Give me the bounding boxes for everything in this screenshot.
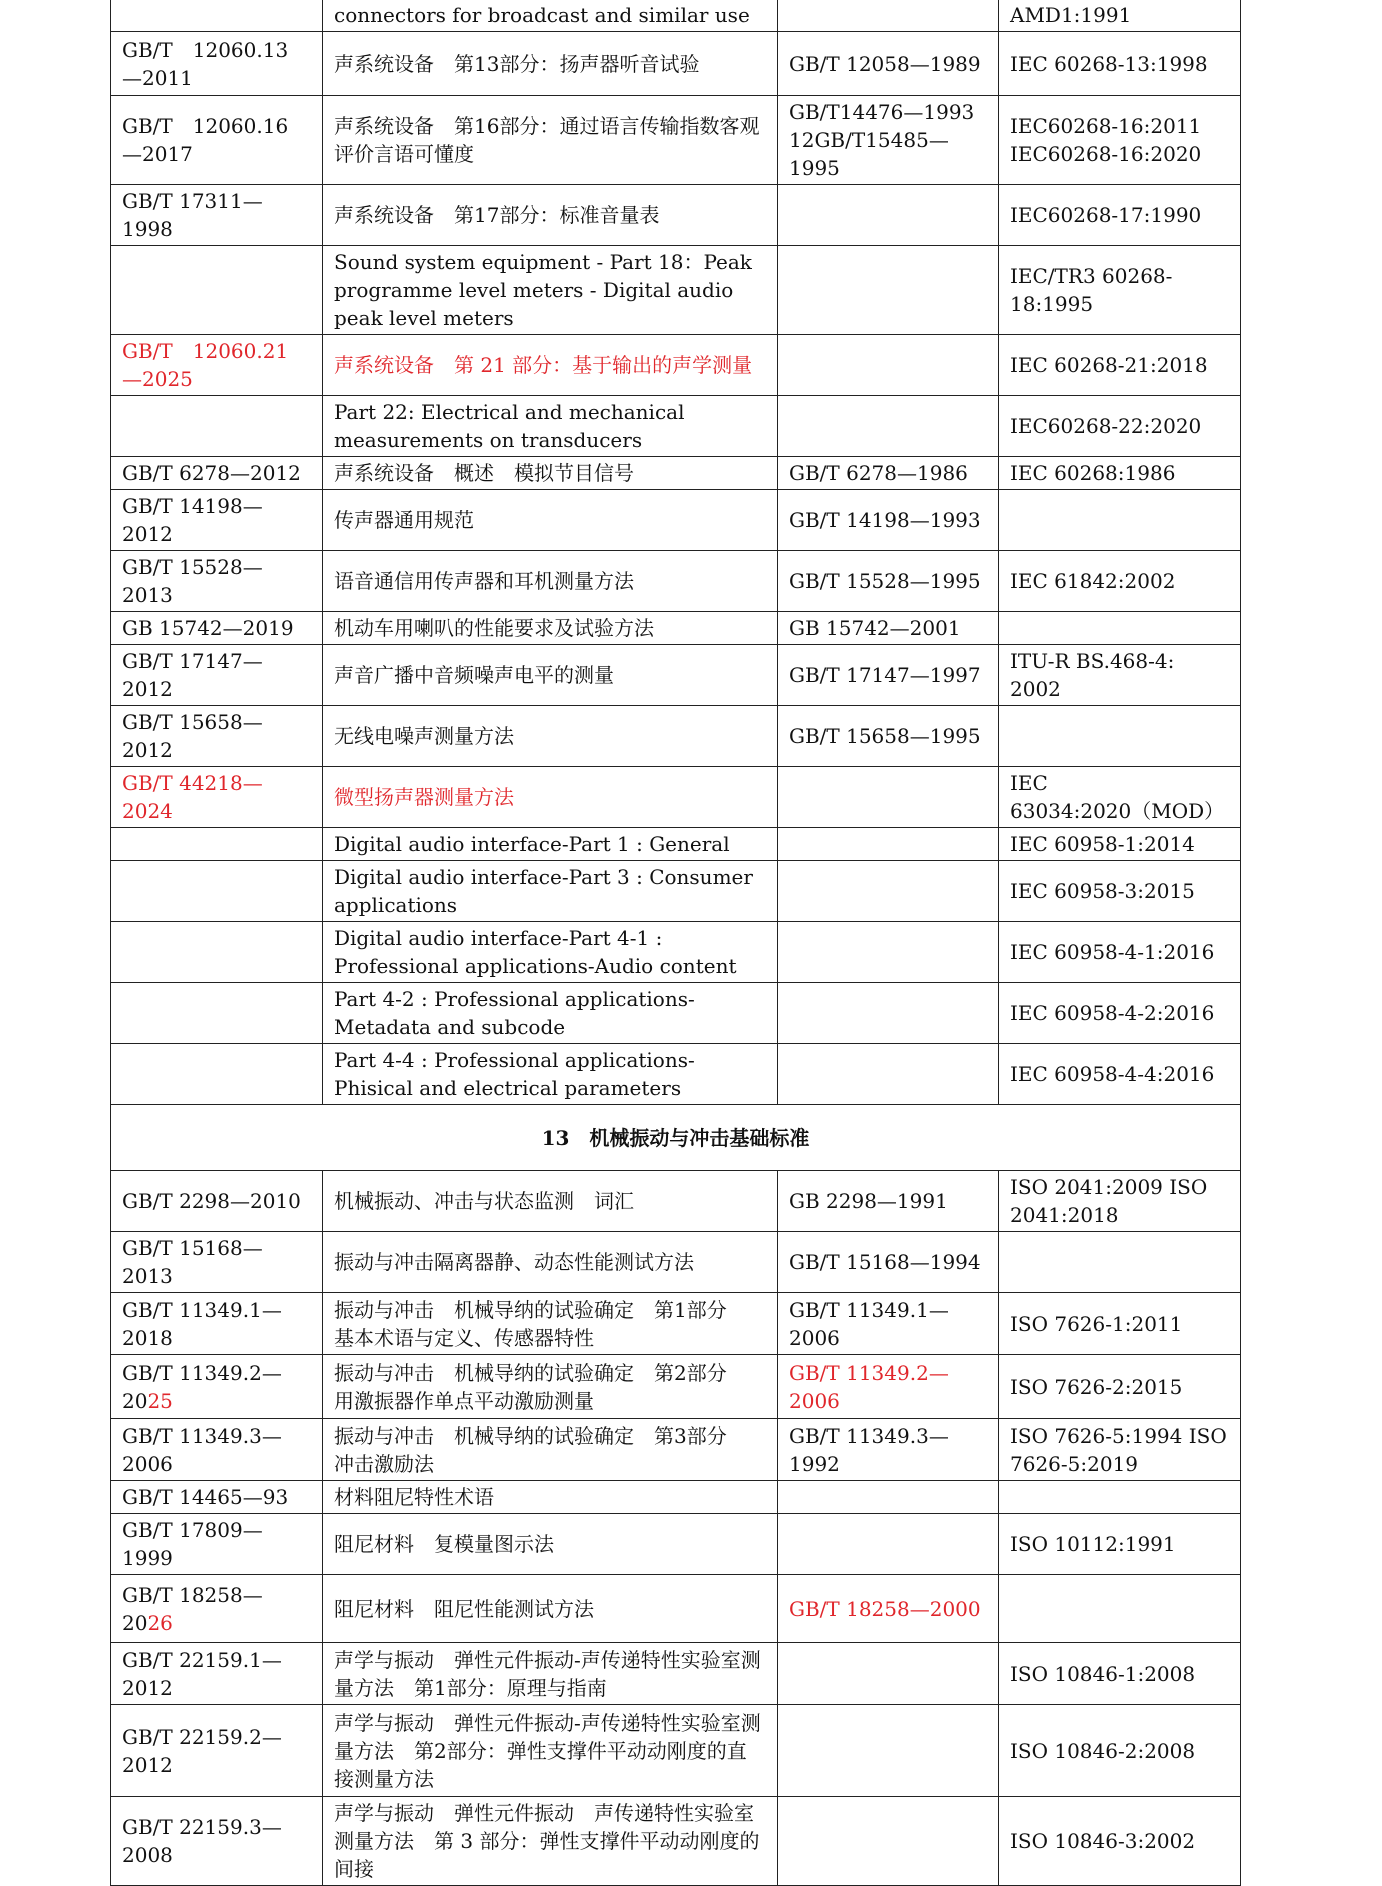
replaced-standard-cell	[778, 828, 999, 861]
replaced-standard-cell	[778, 185, 999, 246]
international-standard-cell: ITU-R BS.468-4: 2002	[999, 645, 1241, 706]
standard-year-highlight: 26	[147, 1610, 173, 1635]
standard-number-text: GB/T 18258—20	[122, 1582, 263, 1635]
international-standard-cell: IEC 60958-4-2:2016	[999, 983, 1241, 1044]
international-standard-cell: AMD1:1991	[999, 0, 1241, 32]
international-standard-cell	[999, 1481, 1241, 1514]
international-standard-cell: ISO 10846-1:2008	[999, 1643, 1241, 1705]
standard-number-cell	[111, 246, 323, 335]
international-standard-cell: IEC 63034:2020（MOD）	[999, 767, 1241, 828]
standard-number-cell	[111, 983, 323, 1044]
international-standard-cell: IEC 60958-1:2014	[999, 828, 1241, 861]
standard-number-cell	[111, 1575, 323, 1643]
international-standard-cell: ISO 10112:1991	[999, 1514, 1241, 1575]
standard-title-cell: 振动与冲击隔离器静、动态性能测试方法	[323, 1232, 778, 1293]
international-standard-cell: ISO 10846-3:2002	[999, 1797, 1241, 1886]
standard-title-cell: 声学与振动 弹性元件振动-声传递特性实验室测量方法 第2部分：弹性支撑件平动动刚度的直接测量方法	[323, 1705, 778, 1797]
replaced-standard-cell	[778, 767, 999, 828]
standard-number-cell	[111, 1044, 323, 1105]
standard-number-cell: GB/T 22159.3—2008	[111, 1797, 323, 1886]
standard-title-cell: 传声器通用规范	[323, 490, 778, 551]
standard-title-cell: 声学与振动 弹性元件振动-声传递特性实验室测量方法 第1部分：原理与指南	[323, 1643, 778, 1705]
standard-number-cell: GB/T 17809—1999	[111, 1514, 323, 1575]
standard-number-cell: GB 15742—2019	[111, 612, 323, 645]
standard-number-cell: GB/T 17147—2012	[111, 645, 323, 706]
standard-title-cell: 机械振动、冲击与状态监测 词汇	[323, 1171, 778, 1232]
standard-title-cell: Part 22: Electrical and mechanical measurements on transducers	[323, 396, 778, 457]
international-standard-cell	[999, 706, 1241, 767]
table-row	[111, 1355, 1241, 1419]
standard-number-cell: GB/T 22159.2—2012	[111, 1705, 323, 1797]
table-row	[111, 1171, 1241, 1232]
table-row	[111, 1643, 1241, 1705]
standard-title-cell: 微型扬声器测量方法	[323, 767, 778, 828]
replaced-standard-cell	[778, 1044, 999, 1105]
standard-number-cell	[111, 396, 323, 457]
table-row	[111, 490, 1241, 551]
international-standard-cell: ISO 7626-1:2011	[999, 1293, 1241, 1355]
table-row	[111, 983, 1241, 1044]
standard-title-cell: 语音通信用传声器和耳机测量方法	[323, 551, 778, 612]
standard-title-cell: 机动车用喇叭的性能要求及试验方法	[323, 612, 778, 645]
international-standard-cell: IEC 60958-4-1:2016	[999, 922, 1241, 983]
table-row	[111, 96, 1241, 185]
standard-number-cell	[111, 1355, 323, 1419]
international-standard-cell: IEC60268-16:2011 IEC60268-16:2020	[999, 96, 1241, 185]
standard-title-cell: 声音广播中音频噪声电平的测量	[323, 645, 778, 706]
standard-title-cell: 振动与冲击 机械导纳的试验确定 第2部分 用激振器作单点平动激励测量	[323, 1355, 778, 1419]
standard-title-cell: Digital audio interface-Part 1 : General	[323, 828, 778, 861]
standard-title-cell: Sound system equipment - Part 18：Peak programme level meters - Digital audio peak level meters	[323, 246, 778, 335]
standard-title-cell: connectors for broadcast and similar use	[323, 0, 778, 32]
standard-number-cell: GB/T 11349.3—2006	[111, 1419, 323, 1481]
table-row	[111, 861, 1241, 922]
table-body-vibration	[111, 1171, 1241, 1886]
table-row	[111, 612, 1241, 645]
standard-number-cell: GB/T 22159.1—2012	[111, 1643, 323, 1705]
international-standard-cell	[999, 490, 1241, 551]
replaced-standard-cell: GB/T 17147—1997	[778, 645, 999, 706]
standard-title-cell: Digital audio interface-Part 4-1 : Professional applications-Audio content	[323, 922, 778, 983]
standard-number-cell: GB/T 44218—2024	[111, 767, 323, 828]
standard-number-cell: GB/T 14198—2012	[111, 490, 323, 551]
international-standard-cell: IEC60268-17:1990	[999, 185, 1241, 246]
table-row	[111, 32, 1241, 96]
table-row	[111, 1232, 1241, 1293]
standard-title-cell: 声系统设备 第16部分：通过语言传输指数客观评价言语可懂度	[323, 96, 778, 185]
replaced-standard-cell: GB/T 18258—2000	[778, 1575, 999, 1643]
international-standard-cell: IEC 60958-4-4:2016	[999, 1044, 1241, 1105]
replaced-standard-cell	[778, 922, 999, 983]
international-standard-cell: IEC60268-22:2020	[999, 396, 1241, 457]
international-standard-cell: IEC 60268:1986	[999, 457, 1241, 490]
international-standard-cell: ISO 2041:2009 ISO 2041:2018	[999, 1171, 1241, 1232]
standard-number-cell: GB/T 11349.1—2018	[111, 1293, 323, 1355]
standard-number-cell	[111, 922, 323, 983]
section-header-row	[111, 1105, 1241, 1171]
replaced-standard-cell	[778, 983, 999, 1044]
standard-number-cell: GB/T 15658—2012	[111, 706, 323, 767]
table-row	[111, 185, 1241, 246]
standard-number-cell	[111, 861, 323, 922]
table-row	[111, 457, 1241, 490]
replaced-standard-cell	[778, 1797, 999, 1886]
international-standard-cell: ISO 7626-5:1994 ISO 7626-5:2019	[999, 1419, 1241, 1481]
replaced-standard-cell: GB/T 6278—1986	[778, 457, 999, 490]
replaced-standard-cell	[778, 861, 999, 922]
international-standard-cell	[999, 1575, 1241, 1643]
replaced-standard-cell	[778, 396, 999, 457]
replaced-standard-cell: GB/T 11349.2—2006	[778, 1355, 999, 1419]
table-row	[111, 246, 1241, 335]
table-row	[111, 1293, 1241, 1355]
replaced-standard-cell	[778, 246, 999, 335]
standard-number-cell: GB/T 17311—1998	[111, 185, 323, 246]
replaced-standard-cell: GB/T 11349.1—2006	[778, 1293, 999, 1355]
table-row	[111, 767, 1241, 828]
table-row	[111, 1514, 1241, 1575]
table-row	[111, 645, 1241, 706]
standard-year-highlight: 25	[147, 1388, 173, 1413]
standard-title-cell: 阻尼材料 阻尼性能测试方法	[323, 1575, 778, 1643]
replaced-standard-cell: GB/T 11349.3—1992	[778, 1419, 999, 1481]
standard-title-cell: 无线电噪声测量方法	[323, 706, 778, 767]
international-standard-cell: IEC 61842:2002	[999, 551, 1241, 612]
table-row	[111, 1044, 1241, 1105]
replaced-standard-cell	[778, 0, 999, 32]
table-row	[111, 1419, 1241, 1481]
standard-number-cell: GB/T 6278—2012	[111, 457, 323, 490]
standard-number-cell: GB/T 15528—2013	[111, 551, 323, 612]
table-row	[111, 706, 1241, 767]
international-standard-cell	[999, 612, 1241, 645]
international-standard-cell: IEC 60958-3:2015	[999, 861, 1241, 922]
standard-title-cell: 声系统设备 概述 模拟节目信号	[323, 457, 778, 490]
table-row	[111, 1575, 1241, 1643]
replaced-standard-cell: GB 2298—1991	[778, 1171, 999, 1232]
replaced-standard-cell: GB/T 15168—1994	[778, 1232, 999, 1293]
replaced-standard-cell: GB/T14476—1993 12GB/T15485—1995	[778, 96, 999, 185]
table-body-acoustics	[111, 0, 1241, 1105]
standard-title-cell: 声系统设备 第13部分：扬声器听音试验	[323, 32, 778, 96]
standards-table	[110, 0, 1241, 1886]
standard-title-cell: 材料阻尼特性术语	[323, 1481, 778, 1514]
international-standard-cell: ISO 7626-2:2015	[999, 1355, 1241, 1419]
international-standard-cell: IEC/TR3 60268-18:1995	[999, 246, 1241, 335]
table-row	[111, 922, 1241, 983]
international-standard-cell: IEC 60268-21:2018	[999, 335, 1241, 396]
table-row	[111, 0, 1241, 32]
standard-title-cell: Part 4-2 : Professional applications-Metadata and subcode	[323, 983, 778, 1044]
replaced-standard-cell: GB/T 14198—1993	[778, 490, 999, 551]
table-row	[111, 396, 1241, 457]
standard-number-cell: GB/T 14465—93	[111, 1481, 323, 1514]
table-row	[111, 551, 1241, 612]
replaced-standard-cell: GB/T 12058—1989	[778, 32, 999, 96]
standard-title-cell: 声学与振动 弹性元件振动 声传递特性实验室测量方法 第 3 部分：弹性支撑件平动动刚度的间接	[323, 1797, 778, 1886]
standard-number-text: GB/T 11349.2—20	[122, 1360, 282, 1413]
table-row	[111, 1705, 1241, 1797]
standard-title-cell: 振动与冲击 机械导纳的试验确定 第3部分 冲击激励法	[323, 1419, 778, 1481]
standard-title-cell: 声系统设备 第 21 部分：基于输出的声学测量	[323, 335, 778, 396]
standard-number-cell: GB/T 12060.13 —2011	[111, 32, 323, 96]
standard-number-cell	[111, 828, 323, 861]
replaced-standard-cell: GB/T 15528—1995	[778, 551, 999, 612]
replaced-standard-cell	[778, 1514, 999, 1575]
standard-number-cell: GB/T 12060.16 —2017	[111, 96, 323, 185]
table-row	[111, 335, 1241, 396]
standard-title-cell: Digital audio interface-Part 3 : Consumer applications	[323, 861, 778, 922]
standard-number-cell: GB/T 15168—2013	[111, 1232, 323, 1293]
standard-title-cell: 振动与冲击 机械导纳的试验确定 第1部分 基本术语与定义、传感器特性	[323, 1293, 778, 1355]
replaced-standard-cell	[778, 1643, 999, 1705]
standard-title-cell: Part 4-4 : Professional applications-Phisical and electrical parameters	[323, 1044, 778, 1105]
standard-number-cell: GB/T 2298—2010	[111, 1171, 323, 1232]
section-title: 13 机械振动与冲击基础标准	[111, 1105, 1241, 1171]
replaced-standard-cell	[778, 1705, 999, 1797]
table-row	[111, 1797, 1241, 1886]
standard-title-cell: 阻尼材料 复模量图示法	[323, 1514, 778, 1575]
replaced-standard-cell	[778, 335, 999, 396]
standard-number-cell: GB/T 12060.21 —2025	[111, 335, 323, 396]
section-header-row-group	[111, 1105, 1241, 1171]
standard-number-cell	[111, 0, 323, 32]
standard-title-cell: 声系统设备 第17部分：标准音量表	[323, 185, 778, 246]
international-standard-cell	[999, 1232, 1241, 1293]
table-row	[111, 828, 1241, 861]
replaced-standard-cell: GB/T 15658—1995	[778, 706, 999, 767]
replaced-standard-cell: GB 15742—2001	[778, 612, 999, 645]
table-row	[111, 1481, 1241, 1514]
international-standard-cell: ISO 10846-2:2008	[999, 1705, 1241, 1797]
international-standard-cell: IEC 60268-13:1998	[999, 32, 1241, 96]
replaced-standard-cell	[778, 1481, 999, 1514]
